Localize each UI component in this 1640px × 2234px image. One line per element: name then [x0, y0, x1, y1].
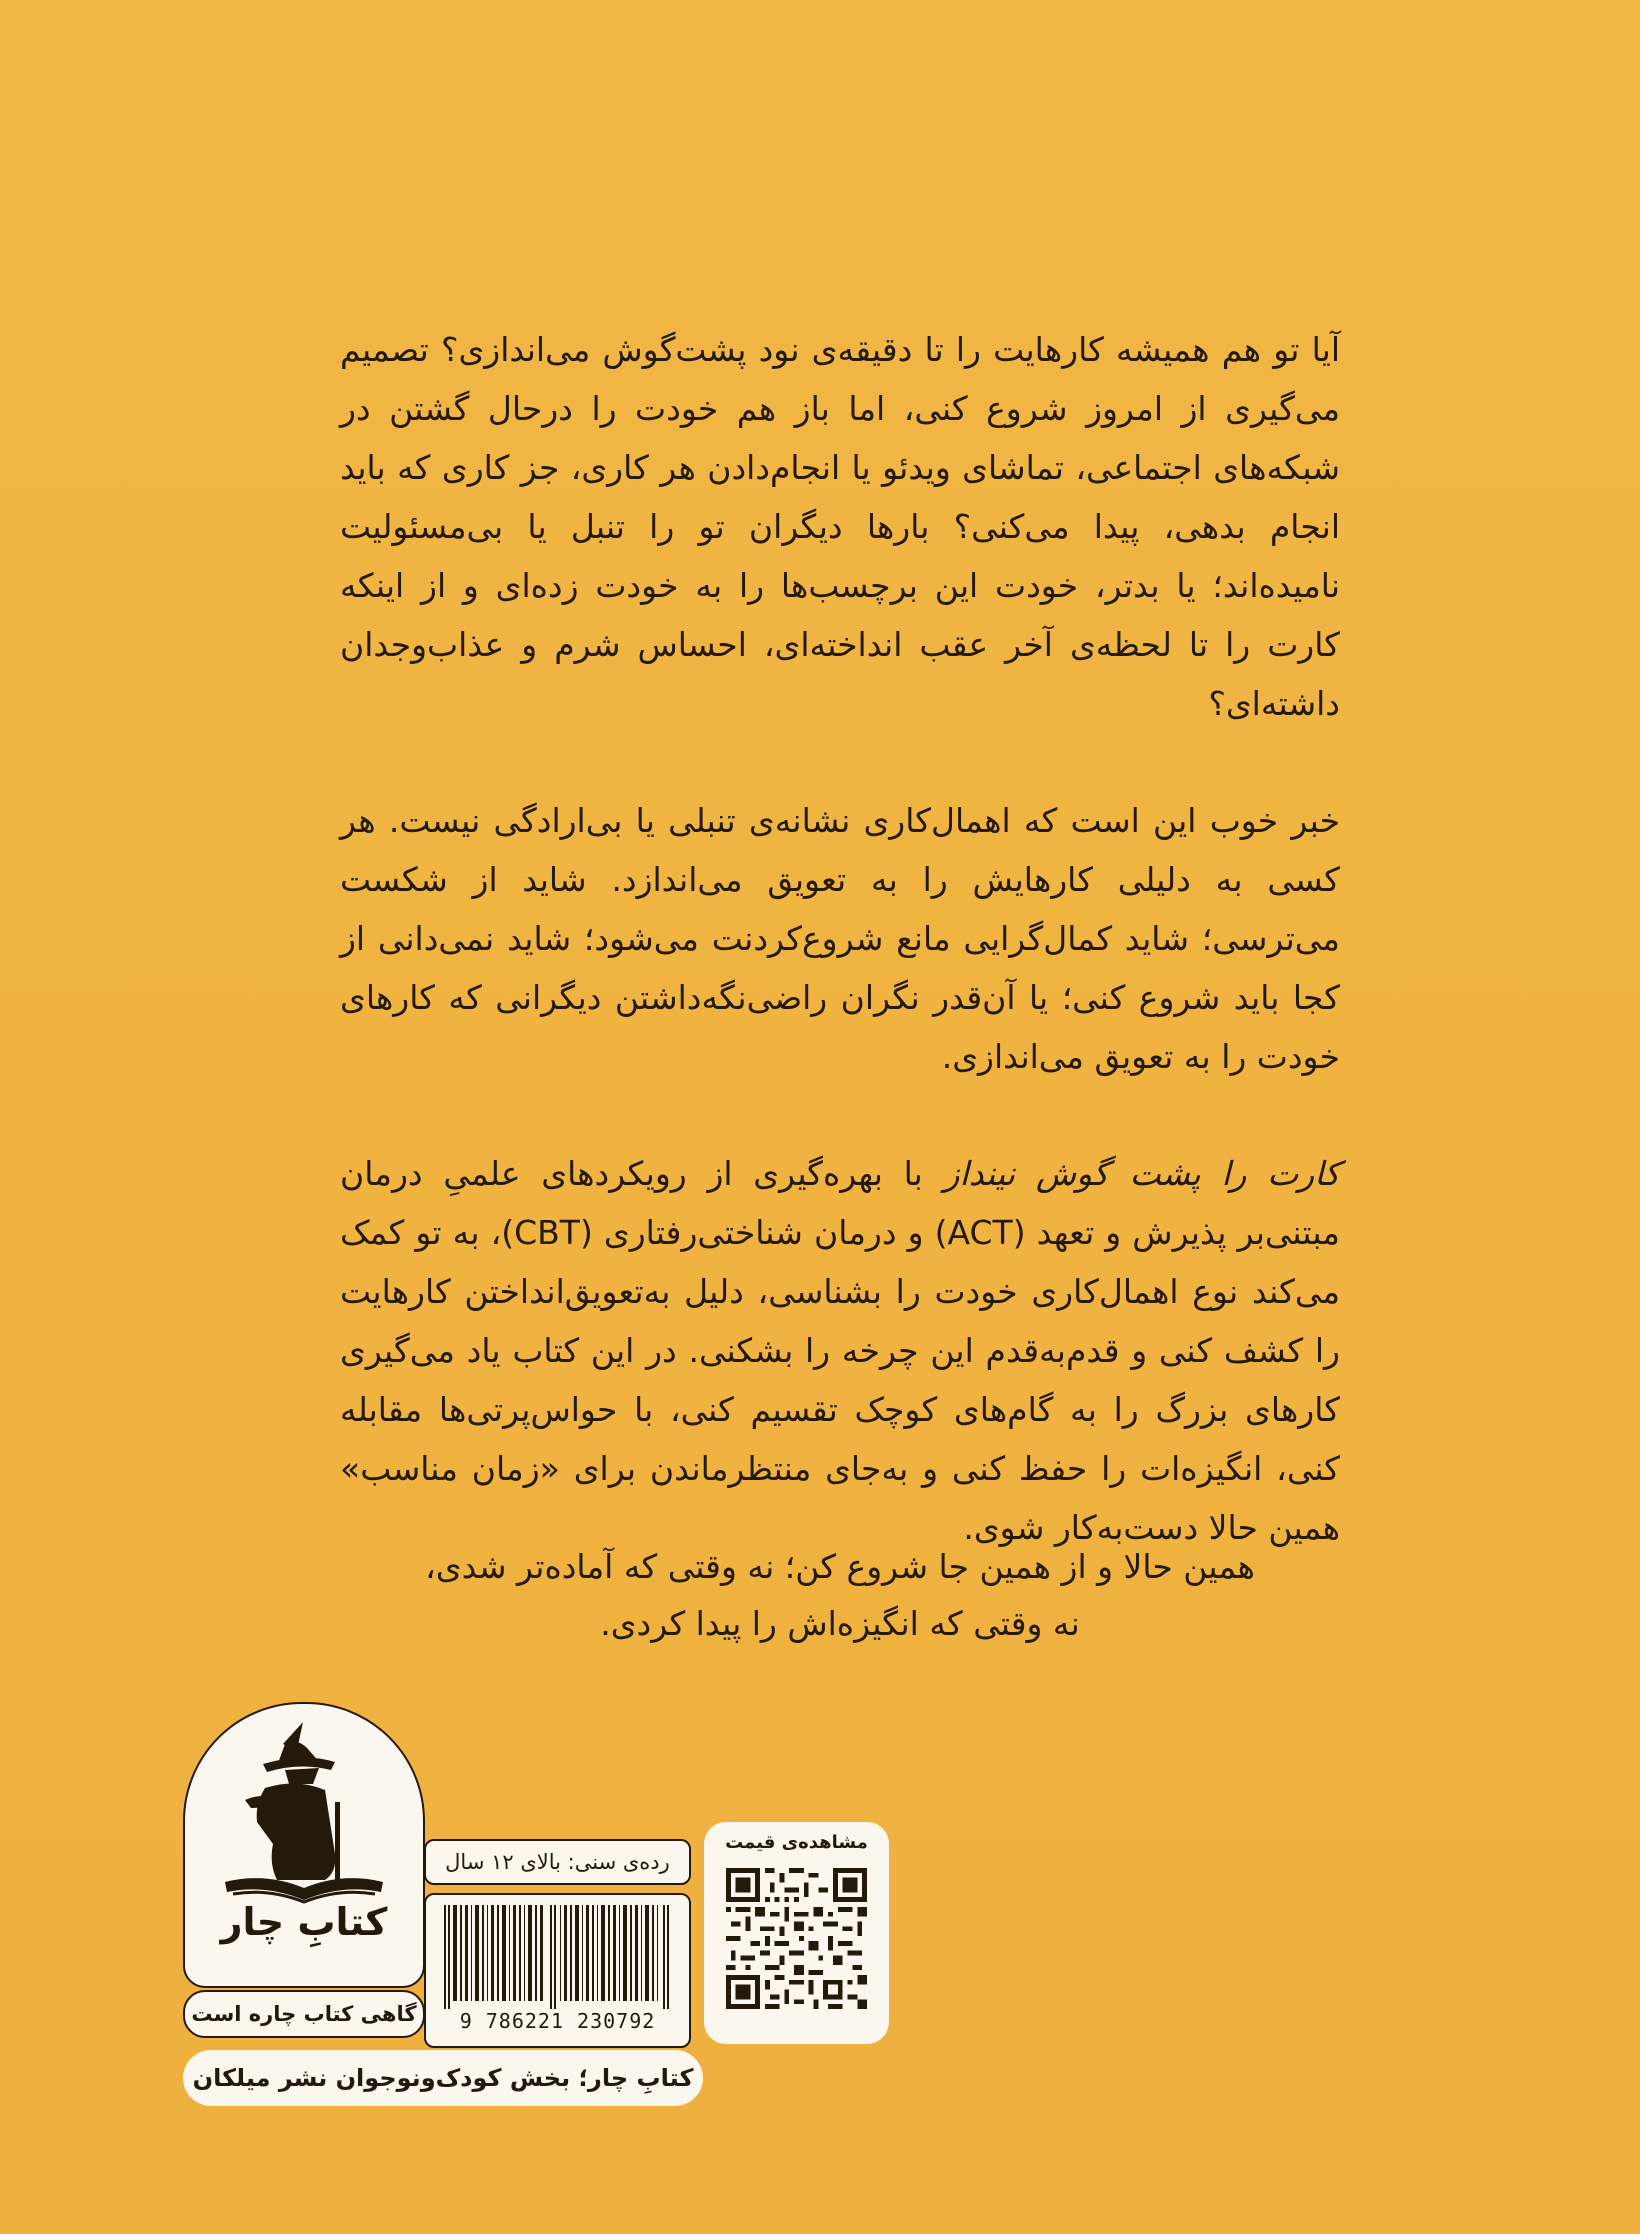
age-rating: رده‌ی سنی: بالای ۱۲ سال [424, 1839, 691, 1885]
blurb-text [340, 320, 1340, 1615]
closing-quote [340, 1538, 1340, 1652]
closing-line-2: نه وقتی که انگیزه‌اش را پیدا کردی. [600, 1604, 1080, 1643]
book-title-inline: کارت را پشت گوش نینداز [943, 1154, 1340, 1193]
blurb-paragraph-1: آیا تو هم همیشه کارهایت را تا دقیقه‌ی نود پشت‌گوش می‌اندازی؟ تصمیم می‌گیری از امروز شروع کنی، اما باز هم خودت را درحال گشتن در شبکه‌های اجتماعی، تماشای ویدئو یا انجام‌دادن هر کاری، جز کاری که باید انجام بدهی، پیدا می‌کنی؟ بارها دیگران تو را تنبل یا بی‌مسئولیت نامیده‌اند؛ یا بدتر، خودت این برچسب‌ها را به خودت زده‌ای و از اینکه کارت را تا لحظه‌ی آخر عقب انداخته‌ای، احساس شرم و عذاب‌وجدان داشته‌ای؟ [340, 330, 1340, 723]
closing-line-1: همین حالا و از همین جا شروع کن؛ نه وقتی که آماده‌تر شدی، [425, 1547, 1255, 1586]
publisher-logo-name: کتابِ چار [220, 1900, 388, 1944]
blurb-paragraph-2: خبر خوب این است که اهمال‌کاری نشانه‌ی تنبلی یا بی‌ارادگی نیست. هر کسی به دلیلی کارهایش را به تعویق می‌اندازد. شاید از شکست می‌ترسی؛ شاید کمال‌گرایی مانع شروع‌کردنت می‌شود؛ شاید نمی‌دانی از کجا باید شروع کنی؛ یا آن‌قدر نگران راضی‌نگه‌داشتن دیگرانی که کارهای خودت را به تعویق می‌اندازی. [340, 801, 1340, 1076]
isbn-barcode [424, 1893, 691, 2048]
blurb-paragraph-3-body: با بهره‌گیری از رویکردهای علمیِ درمان مبتنی‌بر پذیرش و تعهد (ACT) و درمان شناختی‌رفتاری (CBT)، به تو کمک می‌کند نوع اهمال‌کاری خودت را بشناسی، دلیل به‌تعویق‌انداختن کارهایت را کشف کنی و قدم‌به‌قدم این چرخه را بشکنی. در این کتاب یاد می‌گیری کارهای بزرگ را به گام‌های کوچک تقسیم کنی، با حواس‌پرتی‌ها مقابله کنی، انگیزه‌ات را حفظ کنی و به‌جای منتظرماندن برای «زمان مناسب» همین حالا دست‌به‌کار شوی. [340, 1154, 1340, 1547]
price-qr-panel[interactable] [704, 1822, 889, 2044]
isbn-number: 9 786221 230792 [459, 2009, 656, 2033]
barcode-icon [438, 1905, 677, 2009]
qr-code-icon[interactable] [726, 1868, 867, 2009]
price-label: مشاهده‌ی قیمت [725, 1832, 868, 1853]
blurb-paragraph-3 [340, 1144, 1340, 1557]
publisher-slogan: گاهی کتاب چاره است [183, 1990, 425, 2038]
publisher-logo [183, 1702, 425, 1988]
publisher-imprint: کتابِ چار؛ بخش کودک‌ونوجوان نشر میلکان [183, 2050, 703, 2106]
